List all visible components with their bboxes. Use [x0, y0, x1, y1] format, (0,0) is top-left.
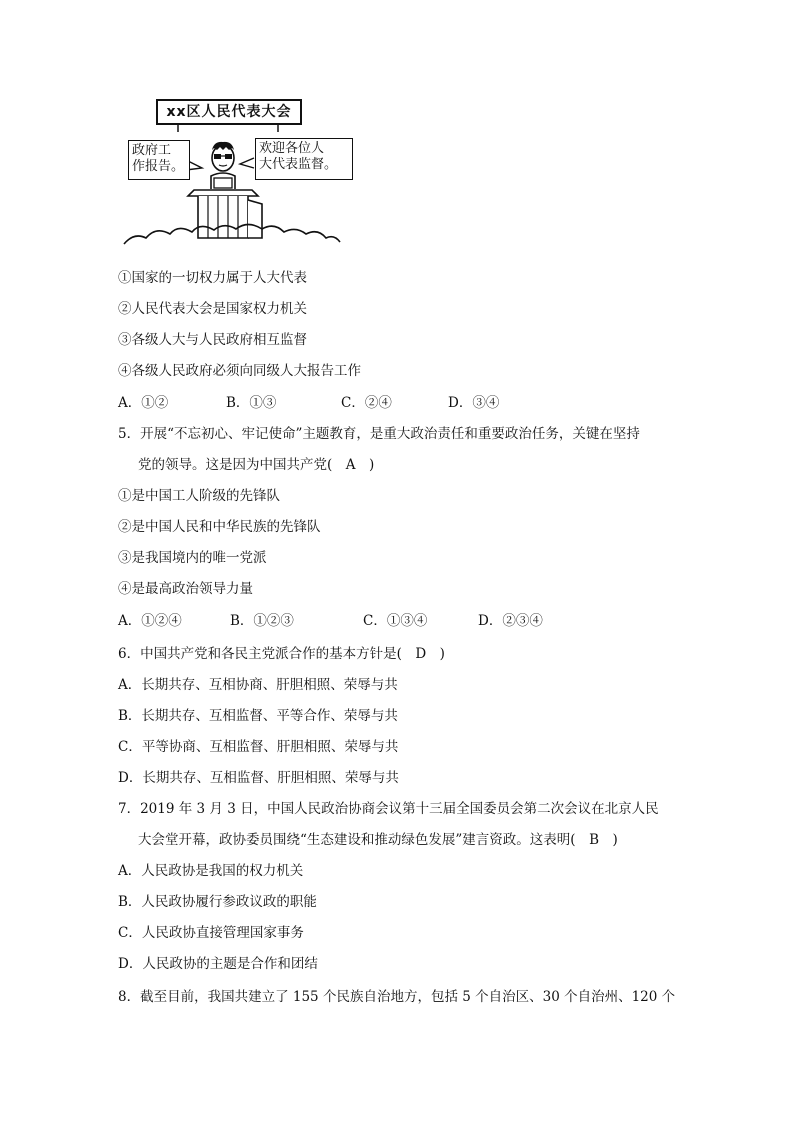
q4-statement-2: ②人民代表大会是国家权力机关: [118, 301, 307, 317]
q6-option-b: B．长期共存、互相监督、平等合作、荣辱与共: [118, 708, 398, 724]
q4-option-d: D．③④: [448, 395, 500, 411]
q4-option-a: A．①②: [118, 395, 169, 411]
congress-sign: xx区人民代表大会: [156, 99, 302, 125]
q6-stem: 6．中国共产党和各民主党派合作的基本方针是( D ): [118, 646, 445, 662]
q5-stem-line1: 5．开展“不忘初心、牢记使命”主题教育，是重大政治责任和重要政治任务，关键在坚持: [118, 426, 640, 442]
q4-option-b: B．①③: [226, 395, 277, 411]
q5-statement-3: ③是我国境内的唯一党派: [118, 550, 267, 566]
q5-statement-4: ④是最高政治领导力量: [118, 581, 253, 597]
q4-option-c: C．②④: [341, 395, 392, 411]
q7-option-b: B．人民政协履行参政议政的职能: [118, 894, 317, 910]
q6-option-d: D．长期共存、互相监督、肝胆相照、荣辱与共: [118, 770, 399, 786]
cartoon-illustration: [118, 92, 348, 252]
q6-option-c: C．平等协商、互相监督、肝胆相照、荣辱与共: [118, 739, 399, 755]
q7-stem-line1: 7．2019 年 3 月 3 日，中国人民政治协商会议第十三届全国委员会第二次会议在北京人民: [118, 801, 659, 817]
speech-bubble-left: 政府工 作报告。: [128, 140, 190, 180]
q5-option-d: D．②③④: [478, 613, 543, 629]
q4-statement-3: ③各级人大与人民政府相互监督: [118, 332, 307, 348]
q7-option-d: D．人民政协的主题是合作和团结: [118, 956, 318, 972]
q7-option-a: A．人民政协是我国的权力机关: [118, 863, 304, 879]
speech-bubble-right: 欢迎各位人 大代表监督。: [255, 138, 353, 180]
q5-statement-1: ①是中国工人阶级的先锋队: [118, 488, 280, 504]
q8-stem-line1: 8．截至目前，我国共建立了 155 个民族自治地方，包括 5 个自治区、30 个自治州、120 个: [118, 989, 676, 1005]
q5-option-a: A．①②④: [118, 613, 182, 629]
q5-stem-line2: 党的领导。这是因为中国共产党( A ): [138, 457, 375, 473]
q4-statement-4: ④各级人民政府必须向同级人大报告工作: [118, 363, 361, 379]
q5-statement-2: ②是中国人民和中华民族的先锋队: [118, 519, 321, 535]
q5-option-c: C．①③④: [363, 613, 428, 629]
q5-option-b: B．①②③: [230, 613, 294, 629]
q7-option-c: C．人民政协直接管理国家事务: [118, 925, 304, 941]
q6-option-a: A．长期共存、互相协商、肝胆相照、荣辱与共: [118, 677, 398, 693]
q4-statement-1: ①国家的一切权力属于人大代表: [118, 270, 307, 286]
q7-stem-line2: 大会堂开幕，政协委员围绕“生态建设和推动绿色发展”建言资政。这表明( B ): [138, 832, 618, 848]
